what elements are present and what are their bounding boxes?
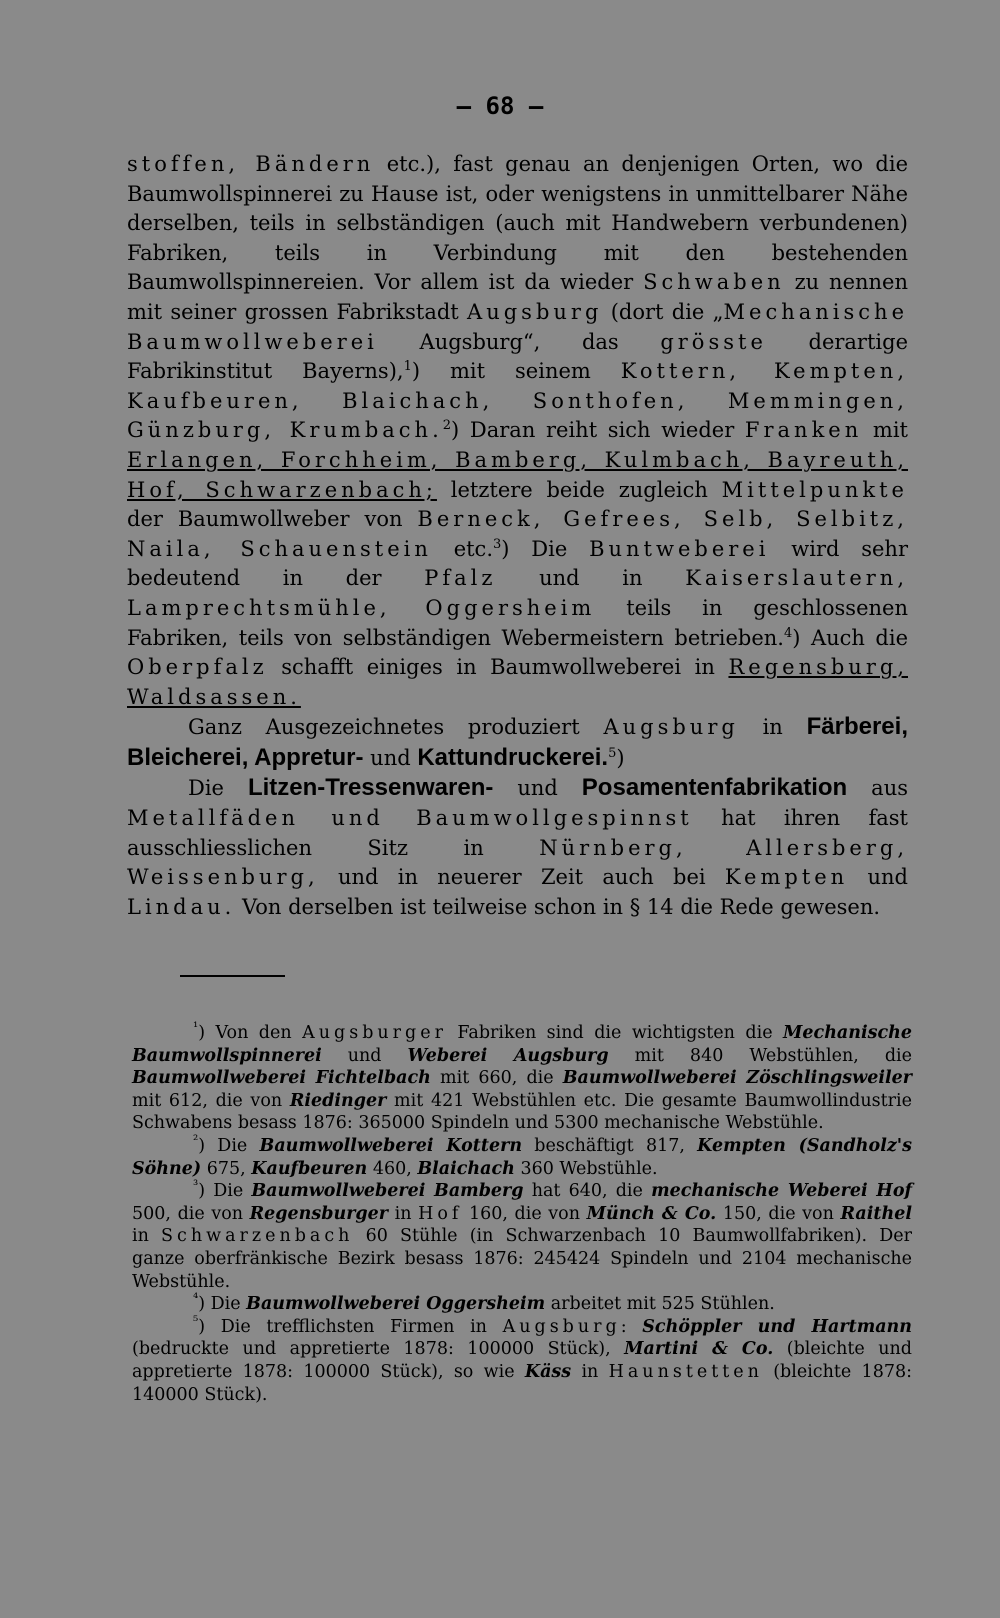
text-span: 150, die von: [716, 1203, 841, 1224]
heading-keyword: Posamentenfabrikation: [581, 774, 848, 802]
text-span: (dort die „: [602, 299, 724, 324]
page-number: — 68 —: [456, 92, 544, 120]
text-span: 60 Stühle (in Schwarzenbach 10 Baumwollfabriken). Der ganze oberfränkische Bezirk besass 1876: 245424 Spindeln und 2104 mechanische Webstühle.: [132, 1226, 912, 1292]
place-list: Berneck, Gefrees, Selb, Selbitz, Naila, Schauenstein: [127, 507, 908, 561]
place-name: Franken: [744, 418, 863, 443]
text-span: Die: [188, 776, 248, 801]
company-name: Blaichach: [417, 1158, 515, 1179]
company-name: Raithel: [840, 1203, 912, 1224]
footnote-divider: [180, 975, 285, 977]
text-span: mit 612, die von: [132, 1090, 290, 1111]
text-span: in: [132, 1226, 162, 1247]
text-span: aus: [847, 776, 908, 801]
text-span: und: [848, 865, 908, 890]
text-span: und in: [496, 566, 686, 591]
text-span: ) Die: [501, 536, 590, 561]
footnote-ref: 2: [442, 418, 452, 434]
text-span: und: [363, 745, 418, 770]
text-span: etc.: [431, 536, 493, 561]
text-span: und: [321, 1045, 408, 1066]
text-span: (bedruckte und appretierte 1878: 100000 Stück),: [132, 1339, 625, 1360]
text-span: 500, die von: [132, 1203, 250, 1224]
text-span: teils in geschlossenen Fabriken, teils von selbständigen Webermeistern betrieben.: [127, 595, 908, 650]
text-span: mit 840 Webstühlen, die: [608, 1045, 913, 1066]
place-name: Schwaben: [643, 270, 785, 295]
company-name: Kempten (Sandholz's Söhne): [132, 1135, 913, 1179]
company-name: Mechanische Baumwollweberei: [127, 299, 908, 354]
place-name: Haunstetten: [608, 1361, 763, 1382]
footnote-2: [132, 1135, 912, 1180]
footnote-ref: 1: [403, 359, 412, 375]
text-span: ) Die trefflichsten Firmen in: [198, 1316, 503, 1337]
text-span: in: [738, 715, 807, 740]
text-span: arbeitet mit 525 Stühlen.: [545, 1294, 775, 1315]
place-name: Augsburg: [502, 1316, 621, 1337]
place-name: Pfalz: [424, 566, 497, 591]
text-span: Ganz Ausgezeichnetes produziert: [188, 715, 604, 740]
footnote-mark: ⁵: [193, 1313, 199, 1329]
text-span: (bleichte 1878: 140000 Stück).: [132, 1361, 912, 1405]
place-list: Regensburg, Waldsassen.: [127, 655, 908, 709]
text-span: ) Die: [198, 1181, 252, 1202]
text-span: ) Die: [198, 1294, 247, 1315]
text-span: mit 660, die: [430, 1068, 563, 1089]
company-name: Weberei Augsburg: [407, 1045, 609, 1066]
place-list: Erlangen, Forchheim, Bamberg, Kulmbach, Bayreuth, Hof, Schwarzenbach;: [127, 447, 908, 502]
company-name: Käss: [524, 1361, 572, 1382]
text-span: und: [493, 776, 582, 801]
place-list: Kottern, Kempten, Kaufbeuren, Blaichach, Sonthofen, Memmingen, Günzburg, Krumbach.: [127, 359, 909, 443]
text-span: Von derselben ist teilweise schon in § 14 die Rede gewesen.: [235, 894, 881, 919]
text-span: hat ihren fast ausschliesslichen Sitz in: [127, 806, 908, 860]
body-text: [127, 150, 908, 922]
text-span: und in neuerer Zeit auch bei: [318, 865, 725, 890]
footnote-mark: ⁴: [193, 1291, 199, 1307]
text-span: 360 Webstühle.: [514, 1158, 658, 1179]
text-span: Augsburg“, das: [377, 329, 661, 354]
text-span: in: [571, 1361, 609, 1382]
place-name: Kempten: [724, 865, 849, 890]
footnote-ref: 4: [783, 625, 793, 641]
footnote-4: [132, 1293, 912, 1316]
text-span: Mittelpunkte: [721, 477, 908, 502]
text-span: etc.), fast genau an denjenigen Orten, wo die Baumwollspinnerei zu Hause ist, oder wenigstens in unmittelbarer Nähe derselben, teils in selbständigen (auch mit Handwebern verbundenen) Fabriken, teils in Verbindung mit den bestehenden Baumwollspinnereien. Vor allem ist da wieder: [127, 152, 908, 295]
text-span: grösste: [660, 329, 767, 354]
footnote-mark: ²: [193, 1133, 199, 1149]
company-name: Münch & Co.: [586, 1203, 717, 1224]
company-name: Baumwollweberei Bamberg: [251, 1181, 524, 1202]
place-list: Nürnberg, Allersberg, Weissenburg,: [127, 835, 908, 890]
footnote-mark: ¹: [193, 1020, 199, 1036]
text-span: Buntweberei: [589, 536, 770, 561]
company-name: Schöppler und Hartmann: [642, 1316, 912, 1337]
footnote-mark: ³: [193, 1178, 199, 1194]
text-span: ) Von den: [198, 1023, 303, 1043]
text-span: :: [620, 1316, 643, 1337]
heading-keyword: Färberei, Bleicherei, Appretur-: [127, 713, 908, 771]
company-name: Mechanische Baumwollspinnerei: [132, 1023, 912, 1066]
text-span: mit 421 Webstühlen etc. Die gesamte Baumwollindustrie Schwabens besass 1876: 365000 Spindeln und 5300 mechanische Webstühle.: [132, 1090, 912, 1134]
footnote-ref: 5: [608, 745, 617, 761]
text-span: 460,: [367, 1158, 418, 1179]
text-span: derartige Fabrikinstitut Bayerns),: [127, 329, 909, 384]
company-name: Riedinger: [289, 1090, 387, 1111]
text-span: zu nennen mit seiner grossen Fabrikstadt: [127, 270, 908, 324]
place-name: Oberpfalz: [127, 655, 268, 680]
footnote-3: [132, 1180, 912, 1293]
text-span: letztere beide zugleich: [436, 477, 722, 502]
text-span: der Baumwollweber von: [127, 507, 418, 532]
text-span: schafft einiges in Baumwollweberei in: [267, 655, 729, 680]
text-span: 675,: [201, 1158, 252, 1179]
text-span: ) Daran reiht sich wieder: [451, 418, 745, 443]
text-span: ): [616, 745, 625, 770]
place-name: Augsburg: [467, 299, 603, 324]
footnote-ref: 3: [493, 536, 502, 552]
text-span: in: [388, 1203, 419, 1224]
text-span: hat 640, die: [523, 1181, 652, 1202]
footnote-5: [132, 1313, 912, 1406]
footnotes: [132, 1022, 912, 1406]
company-name: Baumwollweberei Kottern: [259, 1135, 523, 1156]
paragraph-3: [127, 773, 908, 922]
place-name: Lindau.: [127, 894, 236, 919]
text-span: ) Auch die: [792, 625, 908, 650]
company-name: Kaufbeuren: [251, 1158, 368, 1179]
footnote-1: [132, 1022, 912, 1135]
text-span: Fabriken sind die wichtigsten die: [446, 1023, 784, 1043]
company-name: Baumwollweberei Zöschlingsweiler: [562, 1068, 912, 1089]
place-name: Schwarzenbach: [161, 1226, 354, 1247]
heading-keyword: Kattundruckerei.: [417, 743, 609, 771]
company-name: Regensburger: [249, 1203, 389, 1224]
place-name: Augsburg: [603, 715, 739, 740]
heading-keyword: Litzen-Tressenwaren-: [247, 774, 494, 802]
text-span: stoffen, Bändern: [127, 152, 375, 176]
company-name: Baumwollweberei Oggersheim: [246, 1294, 546, 1315]
paragraph-2: [127, 712, 908, 773]
text-span: 160, die von: [462, 1203, 587, 1224]
text-span: (bleichte und appretierte 1878: 100000 Stück), so wie: [132, 1339, 912, 1382]
company-name: Martini & Co.: [624, 1339, 774, 1360]
text-span: ) mit seinem: [411, 359, 621, 384]
text-span: ) Die: [198, 1135, 260, 1156]
place-name: Augsburger: [302, 1023, 447, 1043]
paragraph-1: [127, 150, 908, 712]
company-name: mechanische Weberei Hof: [651, 1181, 913, 1202]
text-span: wird sehr bedeutend in der: [127, 536, 908, 591]
text-span: Metallfäden und Baumwollgespinnst: [127, 806, 693, 831]
text-span: beschäftigt 817,: [522, 1135, 698, 1156]
company-name: Baumwollweberei Fichtelbach: [132, 1068, 431, 1089]
place-name: Hof: [418, 1203, 463, 1224]
text-span: mit: [862, 418, 908, 443]
place-list: Kaiserslautern, Lamprechtsmühle, Oggersheim: [127, 566, 908, 620]
